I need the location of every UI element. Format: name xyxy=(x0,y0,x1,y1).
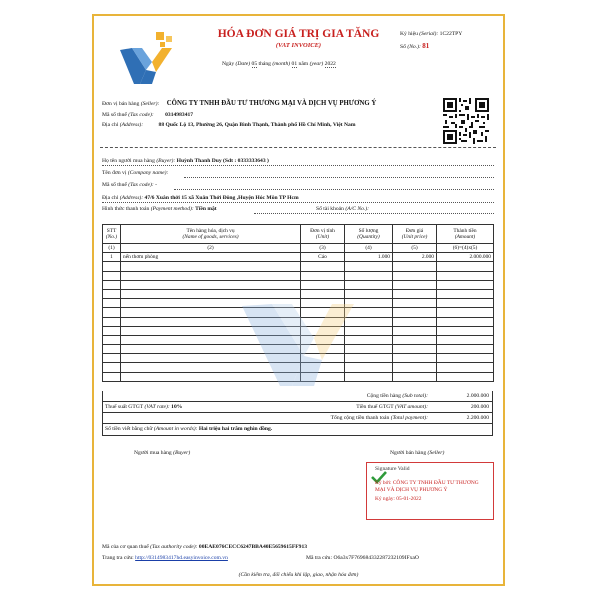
lookup-code: O6a3x7F769684332287232109IFxaO xyxy=(333,555,419,561)
signed-by-text: Ký bởi: CÔNG TY TNHH ĐẦU TƯ THƯƠNG MẠI VÀ DỊCH VỤ PHƯƠNG Ý xyxy=(375,480,479,493)
table-cell xyxy=(103,372,121,381)
index-cell: (2) xyxy=(121,244,301,253)
table-cell xyxy=(103,262,121,271)
section-divider xyxy=(100,147,496,148)
lookup-link[interactable]: http://0314983417hd.easyinvoice.com.vn xyxy=(135,555,228,561)
table-cell: 2.000 xyxy=(393,253,437,262)
buyer-name-line: Họ tên người mua hàng (Buyer): Huỳnh Thanh Duy (Sdt : 0333333643 ) xyxy=(102,158,269,164)
logo-watermark xyxy=(232,286,362,396)
table-index-row xyxy=(103,244,494,253)
tax-authority-line: Mã của cơ quan thuế (Tax authority code): 00EAE076CECC6247BBA40E5659615FF913 xyxy=(102,544,308,550)
table-cell xyxy=(393,372,437,381)
col-header-no: STT (No.) xyxy=(103,225,121,244)
table-cell xyxy=(103,345,121,354)
table-cell xyxy=(437,289,494,298)
buyer-company-line: Tên đơn vị (Company name): xyxy=(102,170,169,176)
payment-dots xyxy=(254,213,494,214)
table-cell xyxy=(437,363,494,372)
table-cell xyxy=(121,262,301,271)
index-cell: (6)=(4)x(5) xyxy=(437,244,494,253)
table-row xyxy=(103,253,494,262)
buyer-name-dots xyxy=(102,165,494,166)
table-cell xyxy=(393,280,437,289)
col-header-amount: Thành tiền (Amount) xyxy=(437,225,494,244)
table-cell xyxy=(393,289,437,298)
table-cell xyxy=(393,299,437,308)
table-cell xyxy=(393,326,437,335)
table-cell xyxy=(393,317,437,326)
table-cell xyxy=(393,262,437,271)
vat-amount-value: 200.000 xyxy=(470,404,489,410)
table-cell xyxy=(437,317,494,326)
table-cell xyxy=(121,271,301,280)
subtotal-value: 2.000.000 xyxy=(466,393,489,399)
table-cell xyxy=(437,345,494,354)
table-cell xyxy=(437,354,494,363)
invoice-date: Ngày (Date) 05 tháng (month) 01 năm (year) 2022 xyxy=(222,61,336,67)
buyer-signature-label: Người mua hàng (Buyer) xyxy=(134,450,191,456)
signed-date-text: Ký ngày: 05-01-2022 xyxy=(375,496,422,502)
index-cell: (4) xyxy=(345,244,393,253)
account-number-line: Số tài khoản (A/C No.): xyxy=(316,206,369,212)
table-cell xyxy=(437,271,494,280)
invoice-number-line: Số (No.): 81 xyxy=(400,42,430,50)
col-header-unit: Đơn vị tính (Unit) xyxy=(301,225,345,244)
table-cell xyxy=(301,271,345,280)
table-cell xyxy=(393,354,437,363)
digital-signature-stamp[interactable] xyxy=(366,462,494,520)
col-header-name: Tên hàng hóa, dịch vụ (Name of goods, services) xyxy=(121,225,301,244)
table-cell xyxy=(393,363,437,372)
table-header-row xyxy=(103,225,494,244)
table-cell: 1 xyxy=(103,253,121,262)
vat-row: Thuế suất GTGT (VAT rate): 10% Tiền thuế GTGT (VAT amount): 200.000 xyxy=(102,402,493,413)
invoice-title: HÓA ĐƠN GIÁ TRỊ GIA TĂNG xyxy=(217,28,380,40)
index-cell: (1) xyxy=(103,244,121,253)
table-cell xyxy=(103,289,121,298)
table-row xyxy=(103,262,494,271)
buyer-company-dots xyxy=(184,177,494,178)
amount-in-words-row: Số tiền viết bằng chữ (Amount in words): Hai triệu hai trăm nghìn đồng. xyxy=(102,424,493,436)
lookup-line: Trang tra cứu: http://0314983417hd.easyinvoice.com.vn xyxy=(102,555,228,561)
total-row: Tổng cộng tiền thanh toán (Total payment): 2.200.000 xyxy=(102,413,493,424)
table-cell xyxy=(103,308,121,317)
index-cell: (5) xyxy=(393,244,437,253)
table-cell xyxy=(103,326,121,335)
index-cell: (3) xyxy=(301,244,345,253)
table-cell xyxy=(103,363,121,372)
buyer-tax-line: Mã số thuế (Tax code): - xyxy=(102,182,157,188)
table-cell xyxy=(437,299,494,308)
invoice-sheet xyxy=(92,14,505,586)
tax-authority-code: 00EAE076CECC6247BBA40E5659615FF913 xyxy=(198,544,308,550)
table-cell xyxy=(301,262,345,271)
table-cell xyxy=(103,280,121,289)
table-cell xyxy=(437,335,494,344)
seller-name-line: Đơn vị bán hàng (Seller): CÔNG TY TNHH ĐẦU TƯ THƯƠNG MẠI VÀ DỊCH VỤ PHƯƠNG Ý xyxy=(102,100,377,107)
table-cell xyxy=(393,345,437,354)
table-cell xyxy=(103,354,121,363)
table-cell xyxy=(437,280,494,289)
subtotal-row: Cộng tiền hàng (Sub total): 2.000.000 xyxy=(102,391,493,402)
total-value: 2.200.000 xyxy=(466,415,489,421)
table-cell xyxy=(437,326,494,335)
qr-code[interactable] xyxy=(443,98,489,144)
buyer-address-dots xyxy=(102,202,494,203)
table-cell xyxy=(393,308,437,317)
table-cell: nến thơm phòng xyxy=(121,253,301,262)
table-cell xyxy=(437,308,494,317)
footer-note: (Cần kiểm tra, đối chiếu khi lập, giao, nhận hóa đơn) xyxy=(238,572,359,578)
table-cell: 1.000 xyxy=(345,253,393,262)
seller-tax-line: Mã số thuế (Tax code): 0314983417 xyxy=(102,112,194,118)
serial-line: Ký hiệu (Serial): 1C22TPY xyxy=(400,31,463,37)
payment-method-line: Hình thức thanh toán (Payment method): Tiền mặt xyxy=(102,206,217,212)
signature-valid-text: Signature Valid xyxy=(375,466,410,472)
col-header-unit-price: Đơn giá (Unit price) xyxy=(393,225,437,244)
table-cell xyxy=(103,317,121,326)
table-cell: Cáo xyxy=(301,253,345,262)
table-cell xyxy=(103,335,121,344)
table-cell: 2.000.000 xyxy=(437,253,494,262)
table-cell xyxy=(345,262,393,271)
table-cell xyxy=(103,299,121,308)
amount-in-words: Hai triệu hai trăm nghìn đồng. xyxy=(198,426,273,432)
table-cell xyxy=(103,271,121,280)
vat-rate-value: 10% xyxy=(171,404,183,410)
table-cell xyxy=(393,271,437,280)
table-cell xyxy=(437,262,494,271)
table-cell xyxy=(437,372,494,381)
col-header-quantity: Số lượng (Quantity) xyxy=(345,225,393,244)
table-cell xyxy=(345,271,393,280)
invoice-subtitle: (VAT INVOICE) xyxy=(275,42,322,49)
buyer-tax-dots xyxy=(174,189,494,190)
lookup-code-line: Mã tra cứu: O6a3x7F769684332287232109IFxaO xyxy=(306,555,419,561)
seller-address-line: Địa chỉ (Address): 88 Quốc Lộ 13, Phường 26, Quận Bình Thạnh, Thành phố Hồ Chí Minh, Việt Nam xyxy=(102,122,356,128)
buyer-address-line: Địa chỉ (Address): 47/6 Xuân thới 15 xã Xuân Thới Đông ,Huyện Hóc Môn TP Hcm xyxy=(102,195,299,201)
table-row xyxy=(103,271,494,280)
seller-signature-label: Người bán hàng (Seller) xyxy=(390,450,445,456)
table-cell xyxy=(393,335,437,344)
